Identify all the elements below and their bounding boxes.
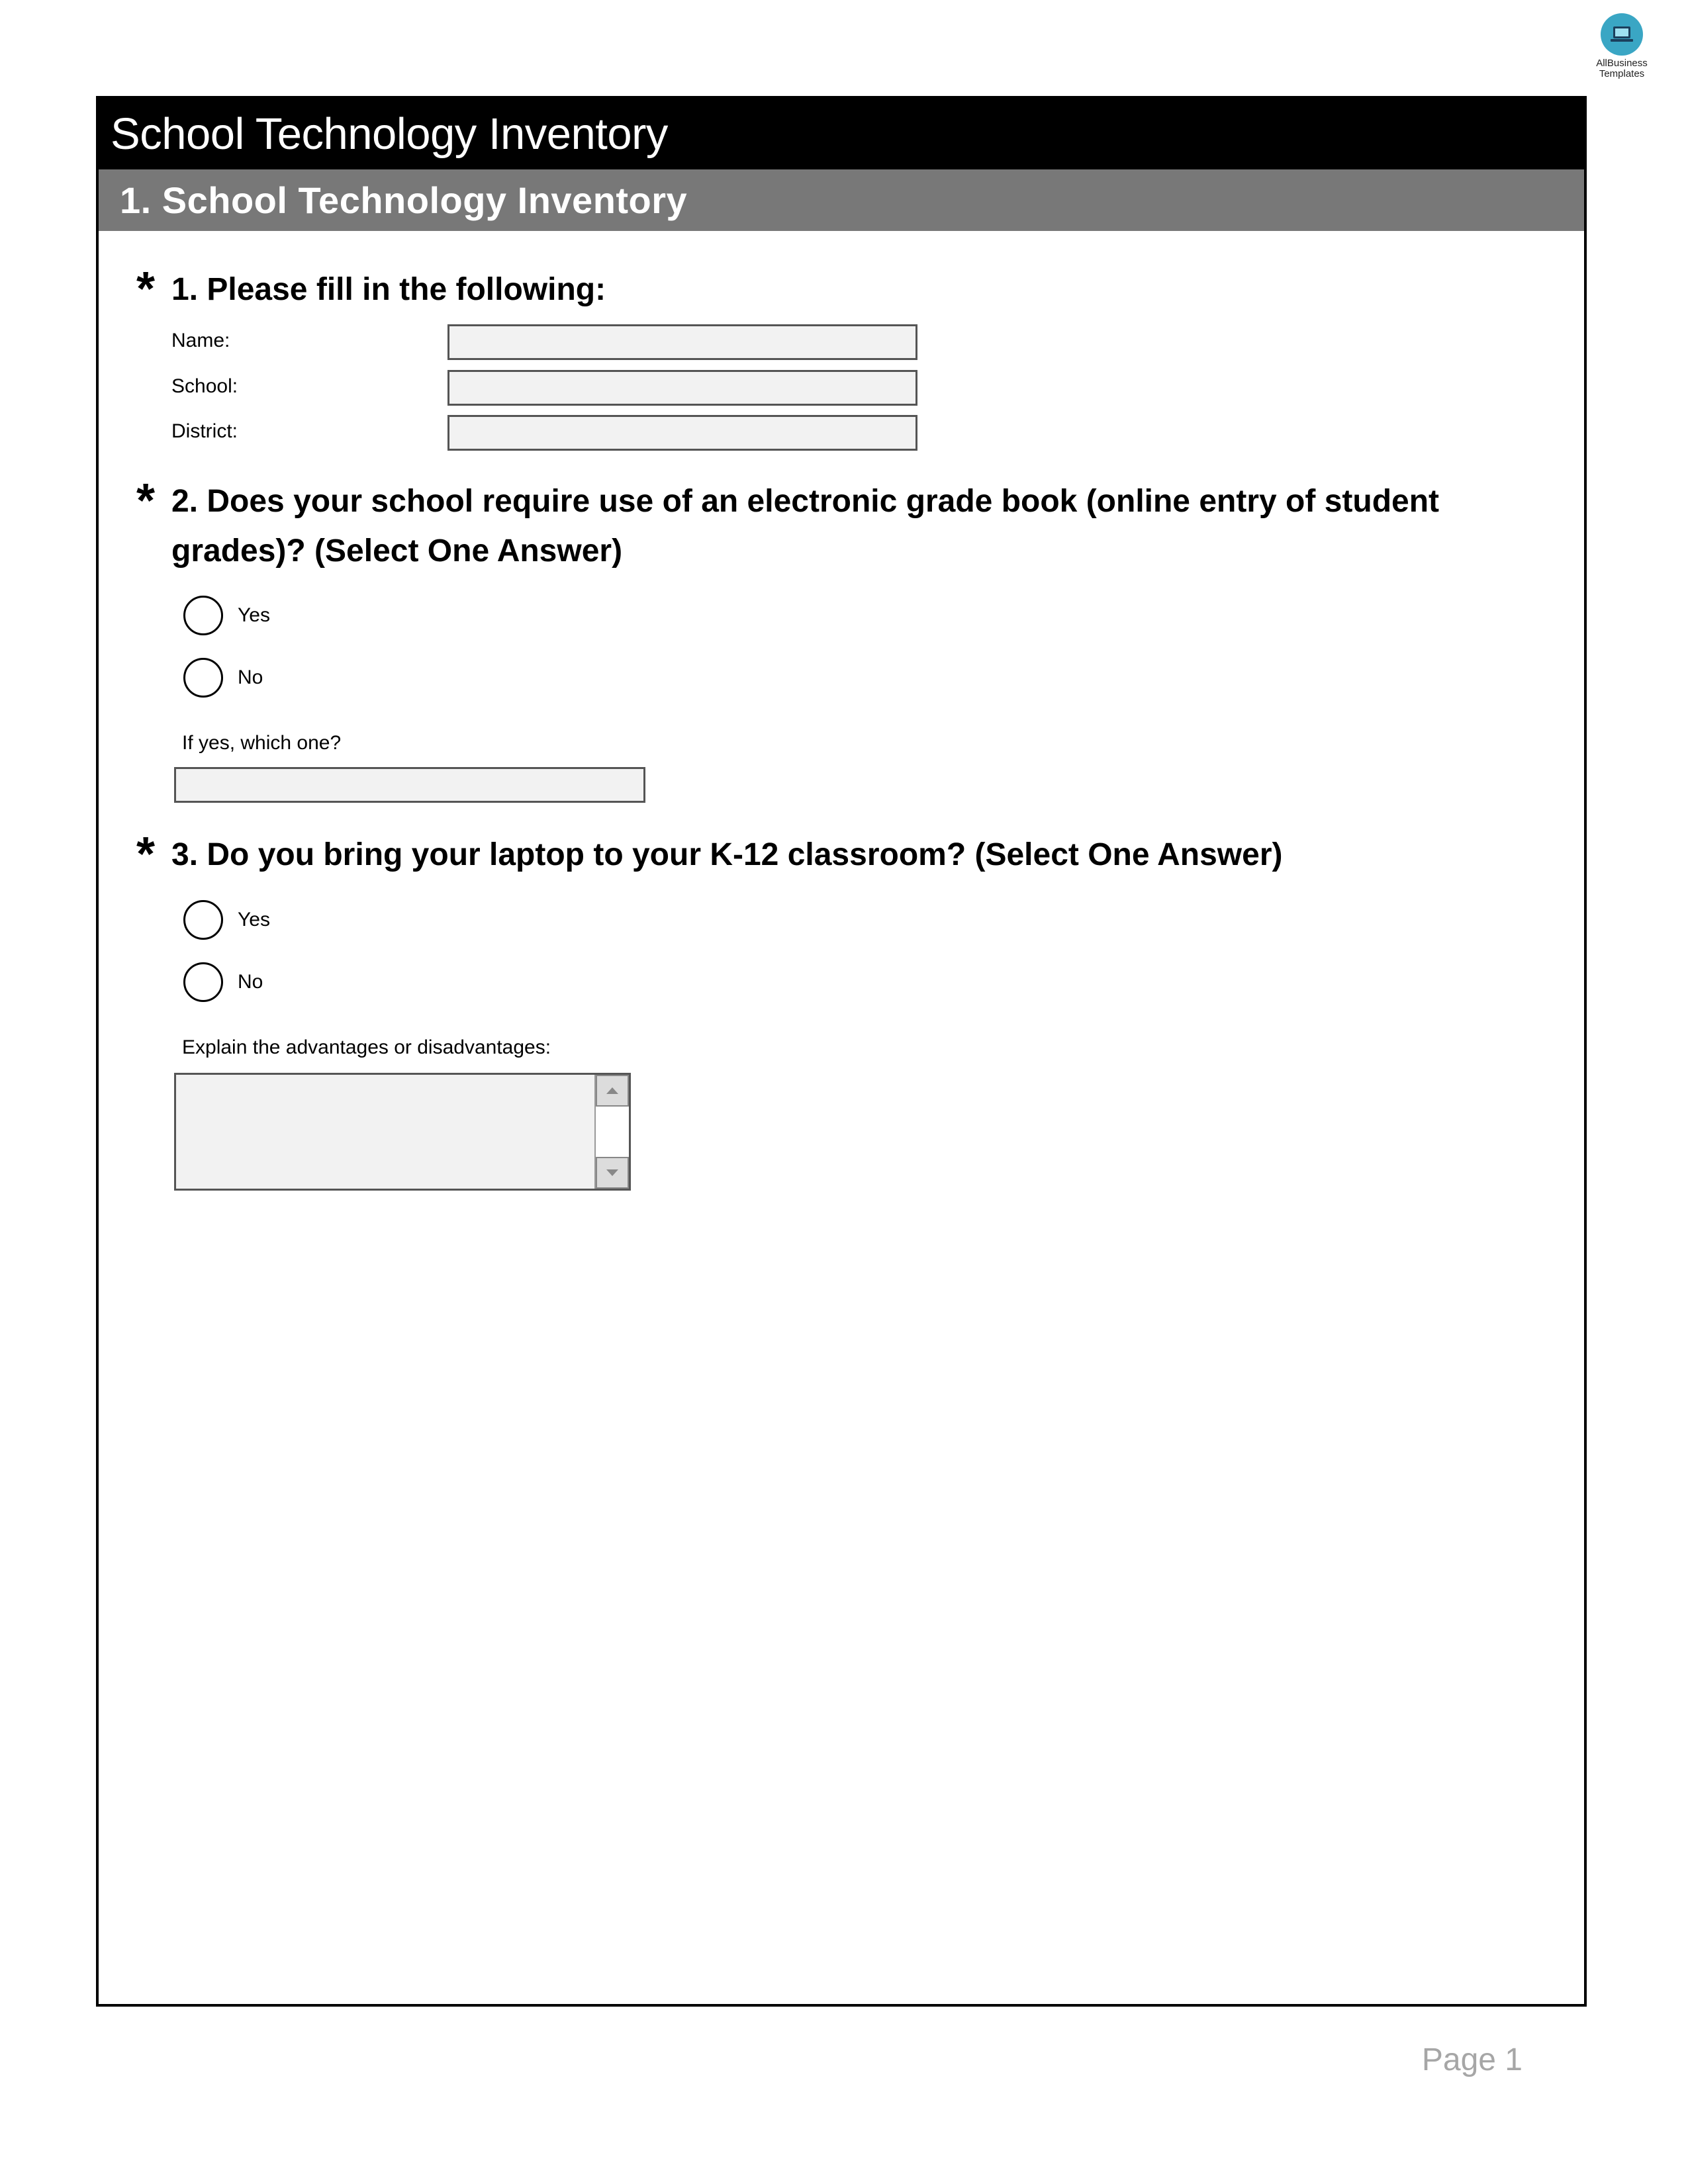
allbusiness-templates-logo <box>1590 13 1654 79</box>
q2-followup-label: If yes, which one? <box>182 732 342 754</box>
question-2-title-line2: grades)? (Select One Answer) <box>171 533 623 569</box>
q3-followup-label: Explain the advantages or disadvantages: <box>182 1036 551 1058</box>
q3-yes-radio[interactable] <box>183 900 223 940</box>
q2-no-label: No <box>238 666 263 688</box>
name-field[interactable] <box>447 324 917 360</box>
school-label: School: <box>171 375 238 397</box>
advantages-textarea[interactable] <box>174 1073 631 1191</box>
scroll-down-button[interactable] <box>596 1157 629 1189</box>
q2-no-radio[interactable] <box>183 658 223 698</box>
q3-no-label: No <box>238 971 263 993</box>
section-title: 1. School Technology Inventory <box>99 169 1584 231</box>
page-title: School Technology Inventory <box>99 99 1584 169</box>
grade-book-name-field[interactable] <box>174 767 645 803</box>
district-field[interactable] <box>447 415 917 451</box>
q3-yes-label: Yes <box>238 909 270 931</box>
page-number: Page 1 <box>1421 2042 1523 2077</box>
question-1-title: 1. Please fill in the following: <box>171 272 606 307</box>
q2-yes-radio[interactable] <box>183 596 223 635</box>
scroll-up-button[interactable] <box>596 1075 629 1107</box>
q2-yes-label: Yes <box>238 604 270 626</box>
q3-no-radio[interactable] <box>183 962 223 1002</box>
question-2-title-line1: 2. Does your school require use of an electronic grade book (online entry of student <box>171 484 1440 519</box>
question-3-title: 3. Do you bring your laptop to your K-12 classroom? (Select One Answer) <box>171 837 1283 872</box>
triangle-down-icon <box>605 1168 620 1177</box>
name-label: Name: <box>171 330 230 351</box>
required-marker: * <box>136 475 156 527</box>
district-label: District: <box>171 420 238 442</box>
textarea-scrollbar[interactable] <box>594 1075 629 1189</box>
logo-text-line1: AllBusiness <box>1596 58 1648 69</box>
logo-text-line2: Templates <box>1599 68 1645 79</box>
laptop-icon <box>1601 13 1643 56</box>
required-marker: * <box>136 263 156 316</box>
required-marker: * <box>136 828 156 881</box>
school-field[interactable] <box>447 370 917 406</box>
survey-frame <box>96 96 1587 2007</box>
triangle-up-icon <box>605 1086 620 1095</box>
